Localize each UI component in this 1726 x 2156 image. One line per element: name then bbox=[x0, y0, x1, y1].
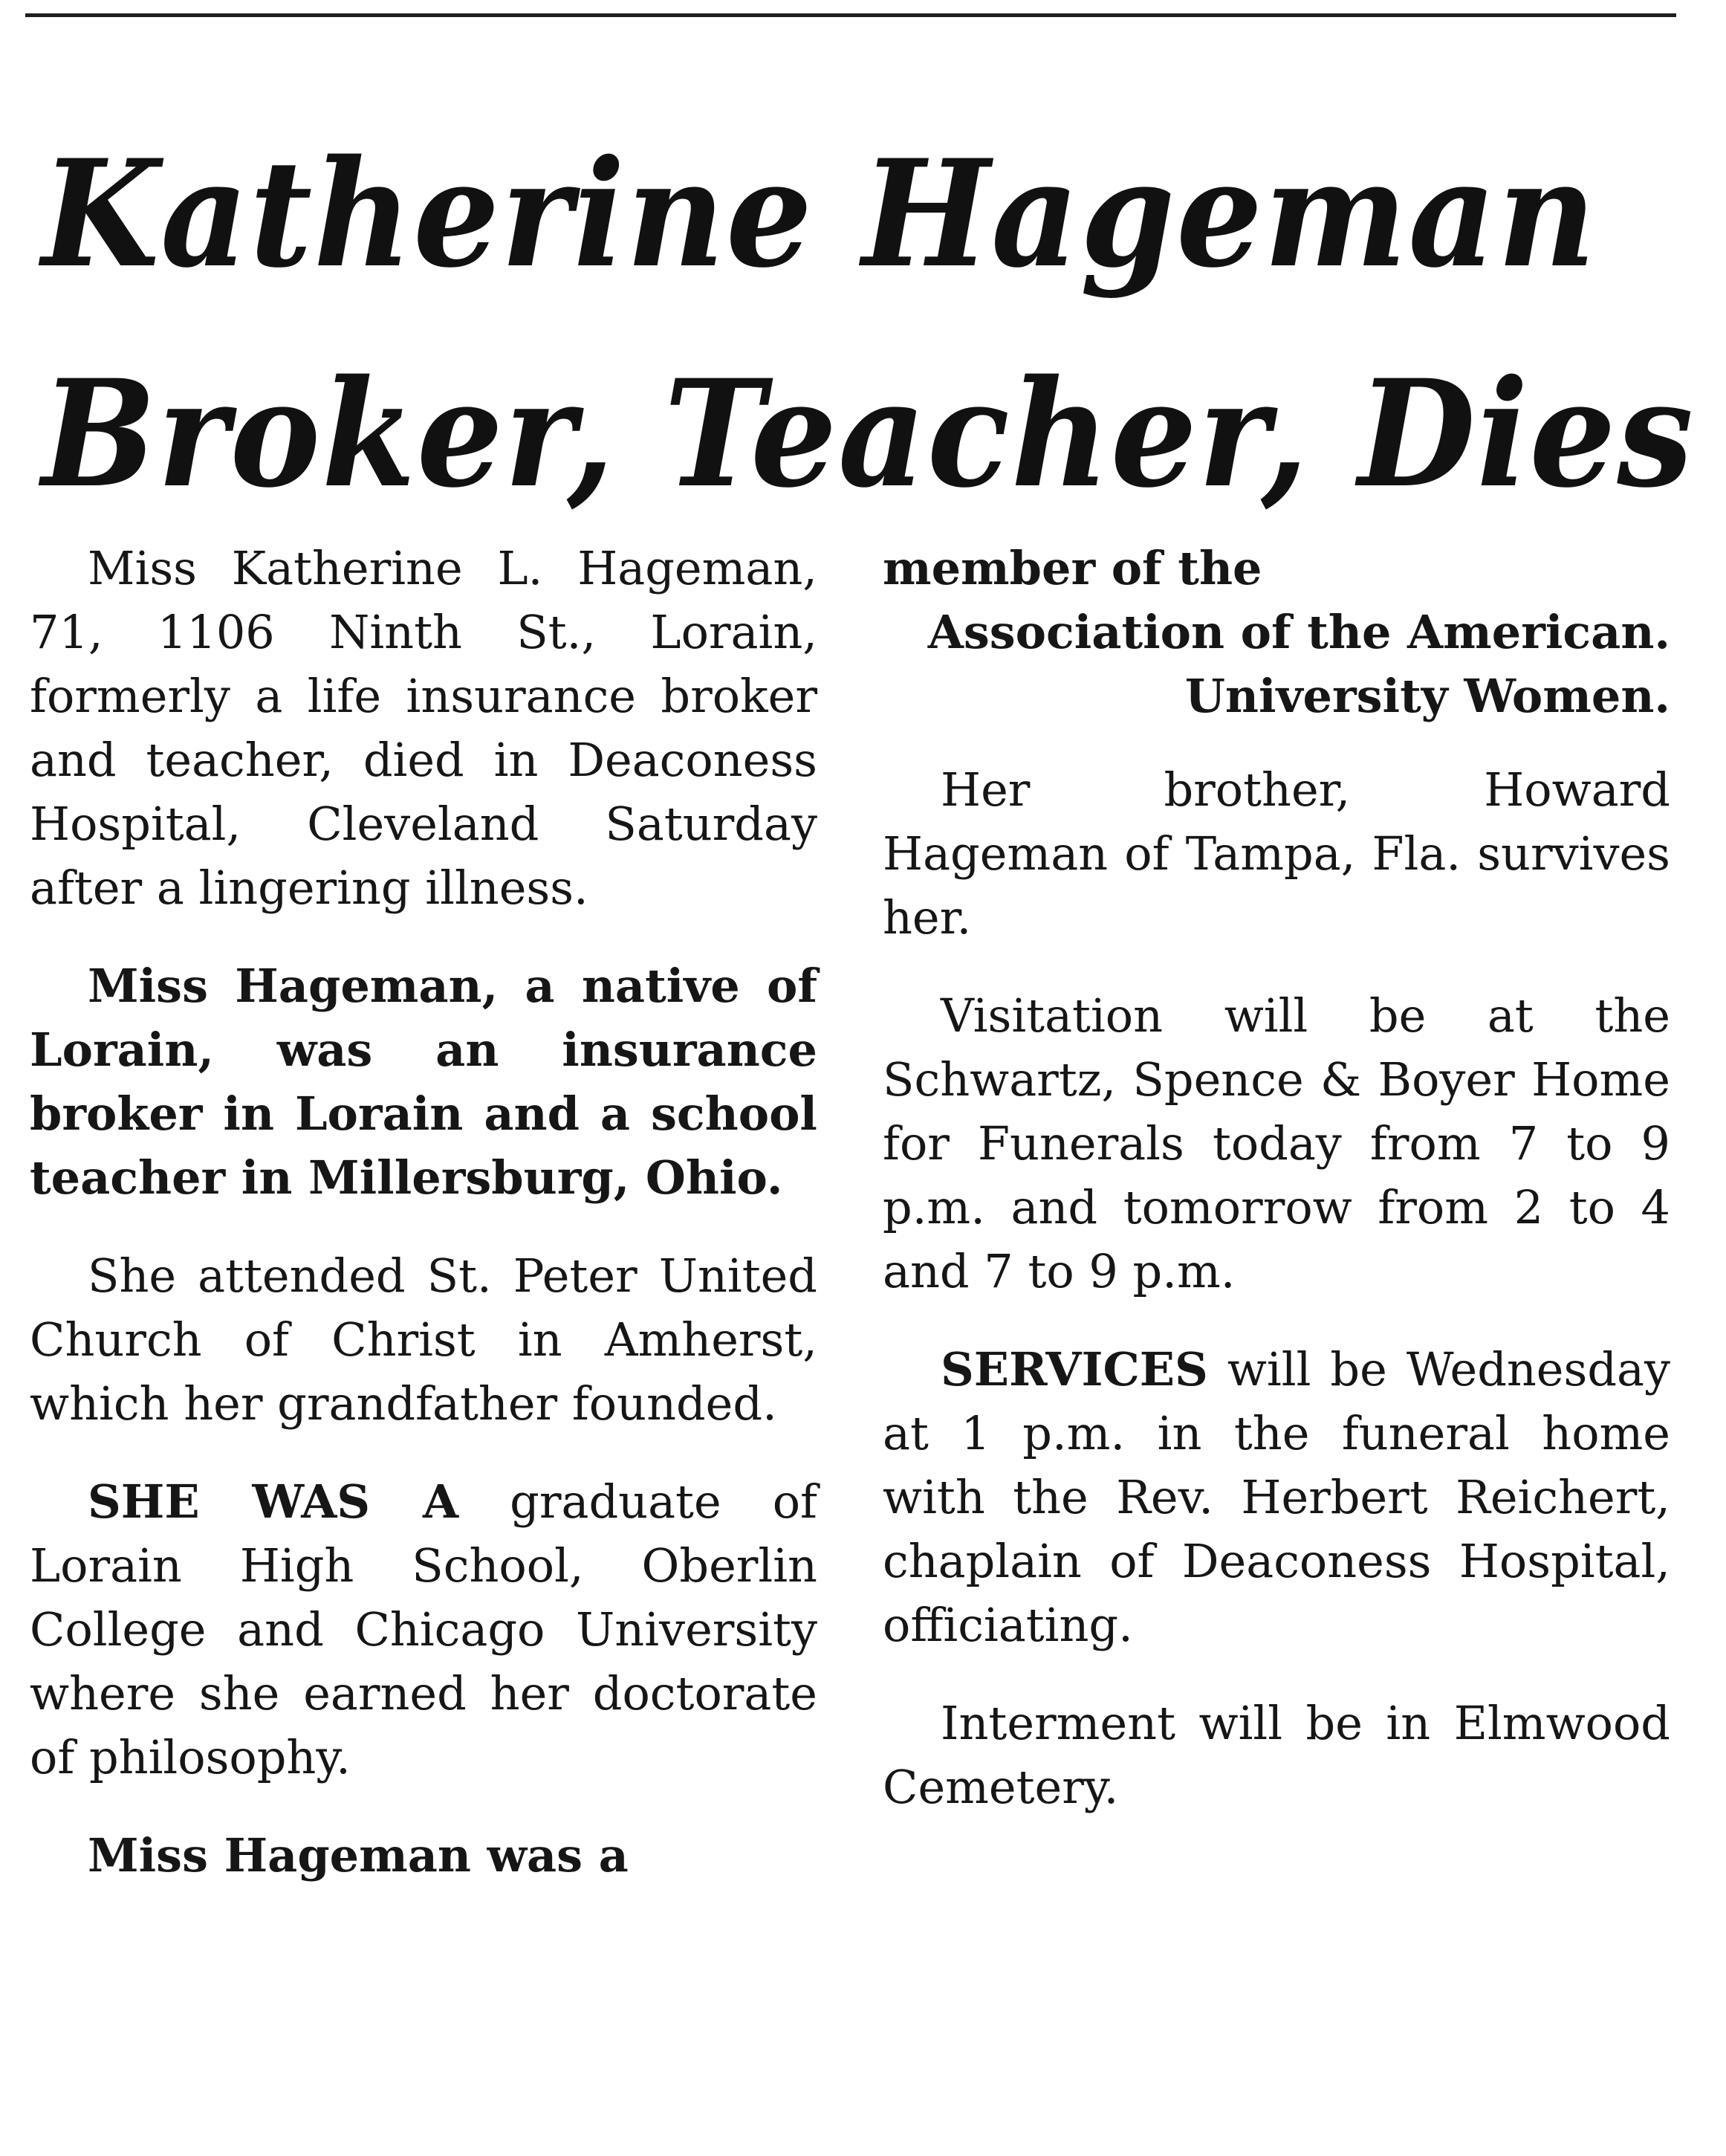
paragraph-native-text: Miss Hageman, a native of Lorain, was an insurance broker in Lorain and a school teacher in Millersburg, Ohio. bbox=[30, 959, 817, 1205]
paragraph-intro-text: Miss Katherine L. Hageman, 71, 1106 Ninth St., Lorain, formerly a life insurance broker and teacher, died in Deaconess Hospital, Cleveland Saturday after a lingering illness. bbox=[30, 541, 817, 915]
paragraph-intro bbox=[30, 537, 817, 920]
paragraph-church bbox=[30, 1244, 817, 1436]
paragraph-member-cont-text-a: member of the bbox=[883, 541, 1262, 595]
paragraph-brother bbox=[883, 758, 1670, 950]
top-rule bbox=[25, 13, 1676, 17]
paragraph-visitation bbox=[883, 984, 1670, 1304]
paragraph-brother-text: Her brother, Howard Hageman of Tampa, Fla. survives her. bbox=[883, 763, 1670, 945]
headline-line-1: Katherine Hageman bbox=[42, 127, 1597, 300]
paragraph-education-lead: SHE WAS A bbox=[88, 1474, 459, 1529]
paragraph-services-lead: SERVICES bbox=[941, 1342, 1208, 1396]
paragraph-education bbox=[30, 1470, 817, 1790]
paragraph-member-cont bbox=[883, 537, 1670, 728]
paragraph-church-text: She attended St. Peter United Church of Christ in Amherst, which her grandfather founded. bbox=[30, 1249, 817, 1431]
paragraph-member-cont-text-b: Association of the American. University Women. bbox=[927, 605, 1670, 723]
left-column bbox=[30, 537, 817, 1922]
headline-line-2: Broker, Teacher, Dies bbox=[42, 347, 1695, 520]
paragraph-services-text: will be Wednesday at 1 p.m. in the funeral home with the Rev. Herbert Reichert, chaplain of Deaconess Hospital, officiating. bbox=[883, 1342, 1670, 1652]
paragraph-services bbox=[883, 1338, 1670, 1657]
right-column bbox=[883, 537, 1670, 1854]
paragraph-visitation-text: Visitation will be at the Schwartz, Spence & Boyer Home for Funerals today from 7 to 9 p.m. and tomorrow from 2 to 4 and 7 to 9 p.m. bbox=[883, 988, 1670, 1298]
headline bbox=[42, 104, 1695, 544]
paragraph-interment bbox=[883, 1692, 1670, 1819]
paragraph-education-text: graduate of Lorain High School, Oberlin College and Chicago University where she earned her doctorate of philosophy. bbox=[30, 1474, 817, 1784]
paragraph-interment-text: Interment will be in Elmwood Cemetery. bbox=[883, 1696, 1670, 1814]
paragraph-member-start bbox=[30, 1824, 817, 1888]
paragraph-native bbox=[30, 954, 817, 1210]
paragraph-member-start-text: Miss Hageman was a bbox=[88, 1828, 629, 1883]
